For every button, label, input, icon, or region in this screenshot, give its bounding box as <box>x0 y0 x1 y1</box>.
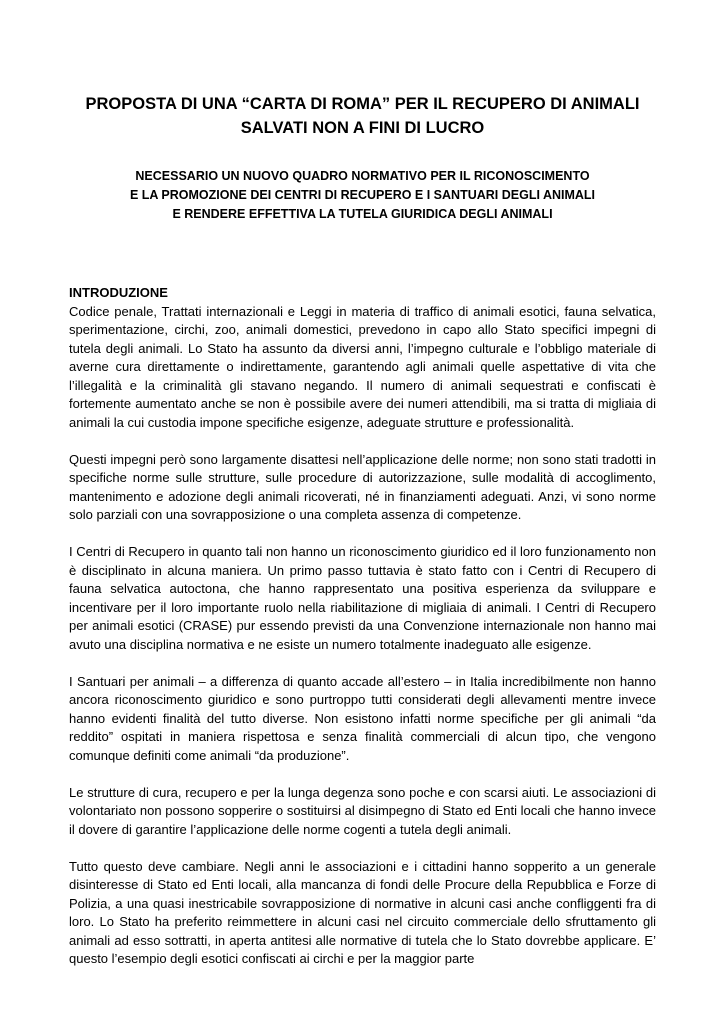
subtitle-line: E LA PROMOZIONE DEI CENTRI DI RECUPERO E I SANTUARI DEGLI ANIMALI <box>129 188 596 202</box>
paragraph: Questi impegni però sono largamente disattesi nell’applicazione delle norme; non sono stati tradotti in specifiche norme sulle strutture, sulle procedure di autorizzazione, sulle modalità di accoglimento, mantenimento e adozione degli animali ricoverati, né in finanziamenti adeguati. Anzi, vi sono norme solo parziali con una sovrapposizione o una completa assenza di competenze. <box>69 451 656 522</box>
paragraph: Tutto questo deve cambiare. Negli anni le associazioni e i cittadini hanno sopperito a un generale disinteresse di Stato ed Enti locali, alla mancanza di fondi delle Procure della Repubblica e Forze di Polizia, a una quasi inestricabile sovrapposizione di normative in alcuni casi anche confliggenti fra di loro. Lo Stato ha preferito reimmettere in alcuni casi nel circuito commerciale dello sfruttamento gli animali ad esso sottratti, in aperta antitesi alle normative di tutela che lo Stato dovrebbe applicare. E’ questo l’esempio degli esotici confiscati ai circhi e per la maggior parte <box>69 858 656 966</box>
section-heading-introduzione: INTRODUZIONE <box>69 285 168 300</box>
paragraph: Le strutture di cura, recupero e per la lunga degenza sono poche e con scarsi aiuti. Le associazioni di volontariato non possono sopperire o sostituirsi al disimpegno di Stato ed Enti locali che hanno invece il dovere di garantire l’applicazione delle norme cogenti a tutela degli animali. <box>69 784 656 837</box>
paragraph: Codice penale, Trattati internazionali e Leggi in materia di traffico di animali esotici, fauna selvatica, sperimentazione, circhi, zoo, animali domestici, prevedono in capo allo Stato specifici impegni di tutela degli animali. Lo Stato ha assunto da diversi anni, l’impegno culturale e l’obbligo materiale di averne cura direttamente o indirettamente, garantendo agli animali quelle aspettative di vita che l’illegalità e la criminalità gli stavano negando. Il numero di animali sequestrati e confiscati è fortemente aumentato anche se non è possibile avere dei numeri attendibili, ma si tratta di migliaia di animali la cui custodia impone specifiche esigenze, adeguate strutture e professionalità. <box>69 303 656 430</box>
paragraph: I Centri di Recupero in quanto tali non hanno un riconoscimento giuridico ed il loro funzionamento non è disciplinato in alcuna maniera. Un primo passo tuttavia è stato fatto con i Centri di Recupero di fauna selvatica autoctona, che hanno rappresentato una positiva esperienza da sviluppare e incentivare per il loro importante ruolo nella riabilitazione di migliaia di animali. I Centri di Recupero per animali esotici (CRASE) pur essendo previsti da una Convenzione internazionale non hanno mai avuto una disciplina normativa e ne esiste un numero totalmente inadeguato alle esigenze. <box>69 544 656 652</box>
document-subtitle <box>69 167 656 224</box>
subtitle-line: NECESSARIO UN NUOVO QUADRO NORMATIVO PER IL RICONOSCIMENTO <box>135 169 590 183</box>
document-title: PROPOSTA DI UNA “CARTA DI ROMA” PER IL RECUPERO DI ANIMALI SALVATI NON A FINI DI LUCRO <box>85 95 640 137</box>
subtitle-line: E RENDERE EFFETTIVA LA TUTELA GIURIDICA DEGLI ANIMALI <box>172 207 553 221</box>
paragraph: I Santuari per animali – a differenza di quanto accade all’estero – in Italia incredibilmente non hanno ancora riconoscimento giuridico e sono purtroppo tutti considerati degli allevamenti mentre invece hanno evidenti finalità del tutto diverse. Non esistono infatti norme specifiche per gli animali “da reddito” ospitati in maniera rispettosa e senza finalità commerciali di alcun tipo, che vengono comunque definiti come animali “da produzione”. <box>69 673 656 763</box>
